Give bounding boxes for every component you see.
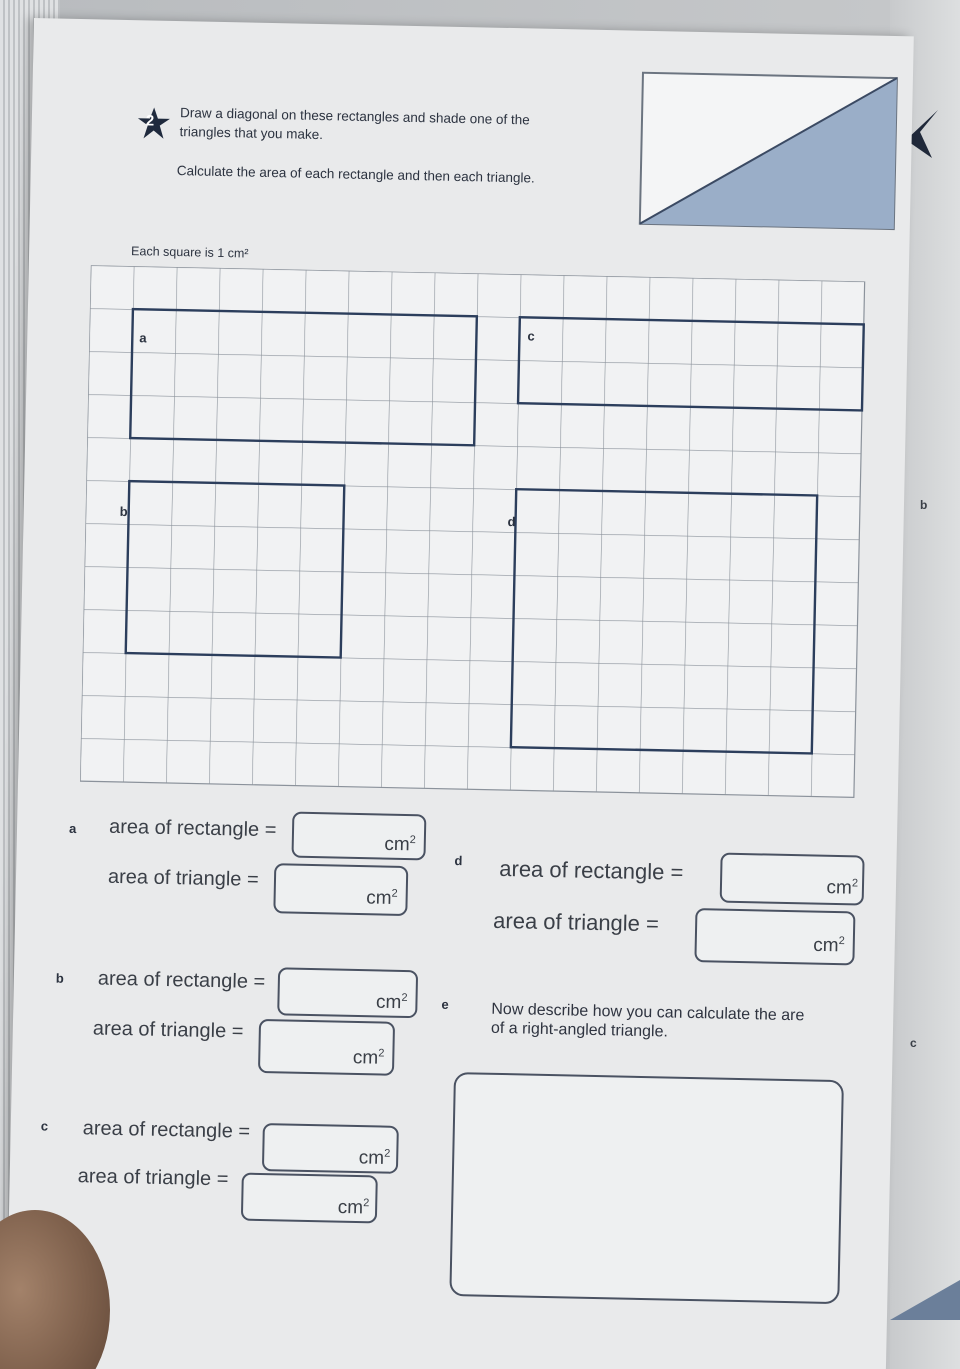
instruction-line-3: Calculate the area of each rectangle and then each triangle.: [176, 163, 535, 186]
e-prompt: [491, 1000, 805, 1045]
right-page-letter-b: b: [920, 498, 928, 512]
c-rect-label: area of rectangle =: [82, 1117, 251, 1143]
a-tri-unit: $cm^2$: [365, 887, 398, 910]
b-tri-answer-box[interactable]: [258, 1019, 395, 1076]
instruction-line-1: Draw a diagonal on these rectangles and shade one of the: [179, 105, 530, 128]
c-rect-answer-box[interactable]: [262, 1123, 399, 1174]
answer-letter-a: a: [68, 820, 77, 837]
instruction-text: [179, 103, 529, 148]
b-rect-label: area of rectangle =: [97, 967, 266, 994]
d-tri-label: area of triangle =: [492, 907, 660, 937]
grid-label-a: a: [139, 330, 147, 346]
right-page-triangle-icon: [890, 1280, 960, 1320]
answer-letter-b: b: [55, 970, 65, 986]
right-page-letter-c: c: [910, 1036, 917, 1050]
e-prompt-line-1: Now describe how you can calculate the are: [491, 1000, 805, 1025]
square-grid: [79, 265, 880, 826]
a-tri-label: area of triangle =: [107, 865, 259, 891]
grid-label-b: b: [119, 503, 128, 520]
a-rect-unit: $cm^2$: [384, 833, 416, 856]
answer-letter-c: c: [40, 1118, 49, 1134]
b-tri-unit: $cm^2$: [352, 1047, 385, 1069]
b-tri-label: area of triangle =: [92, 1017, 244, 1043]
c-tri-unit: $cm^2$: [337, 1196, 370, 1219]
question-number: 2: [145, 112, 155, 130]
c-tri-label: area of triangle =: [77, 1165, 229, 1191]
answer-letter-d: d: [454, 852, 463, 869]
a-rect-label: area of rectangle =: [108, 815, 277, 842]
b-rect-unit: $cm^2$: [375, 991, 408, 1014]
a-tri-answer-box[interactable]: [273, 863, 408, 916]
d-rect-answer-box[interactable]: [720, 853, 865, 906]
worksheet-page: [6, 18, 914, 1369]
d-tri-unit: $cm^2$: [813, 934, 845, 957]
e-prompt-line-2: of a right-angled triangle.: [490, 1019, 669, 1041]
d-tri-answer-box[interactable]: [694, 908, 855, 965]
b-rect-answer-box[interactable]: [277, 967, 418, 1018]
c-tri-answer-box[interactable]: [241, 1173, 378, 1224]
instruction-line-2: triangles that you make.: [179, 124, 324, 143]
d-rect-unit: $cm^2$: [826, 877, 859, 899]
answer-letter-e: e: [441, 996, 449, 1012]
a-rect-answer-box[interactable]: [291, 812, 426, 861]
grid-caption: Each square is 1 cm²: [130, 244, 249, 261]
grid-label-d: d: [507, 514, 516, 530]
c-rect-unit: $cm^2$: [358, 1147, 391, 1169]
grid-label-c: c: [527, 328, 535, 344]
example-rectangle: [638, 71, 899, 231]
d-rect-label: area of rectangle =: [499, 855, 684, 885]
e-description-box[interactable]: [449, 1072, 844, 1304]
